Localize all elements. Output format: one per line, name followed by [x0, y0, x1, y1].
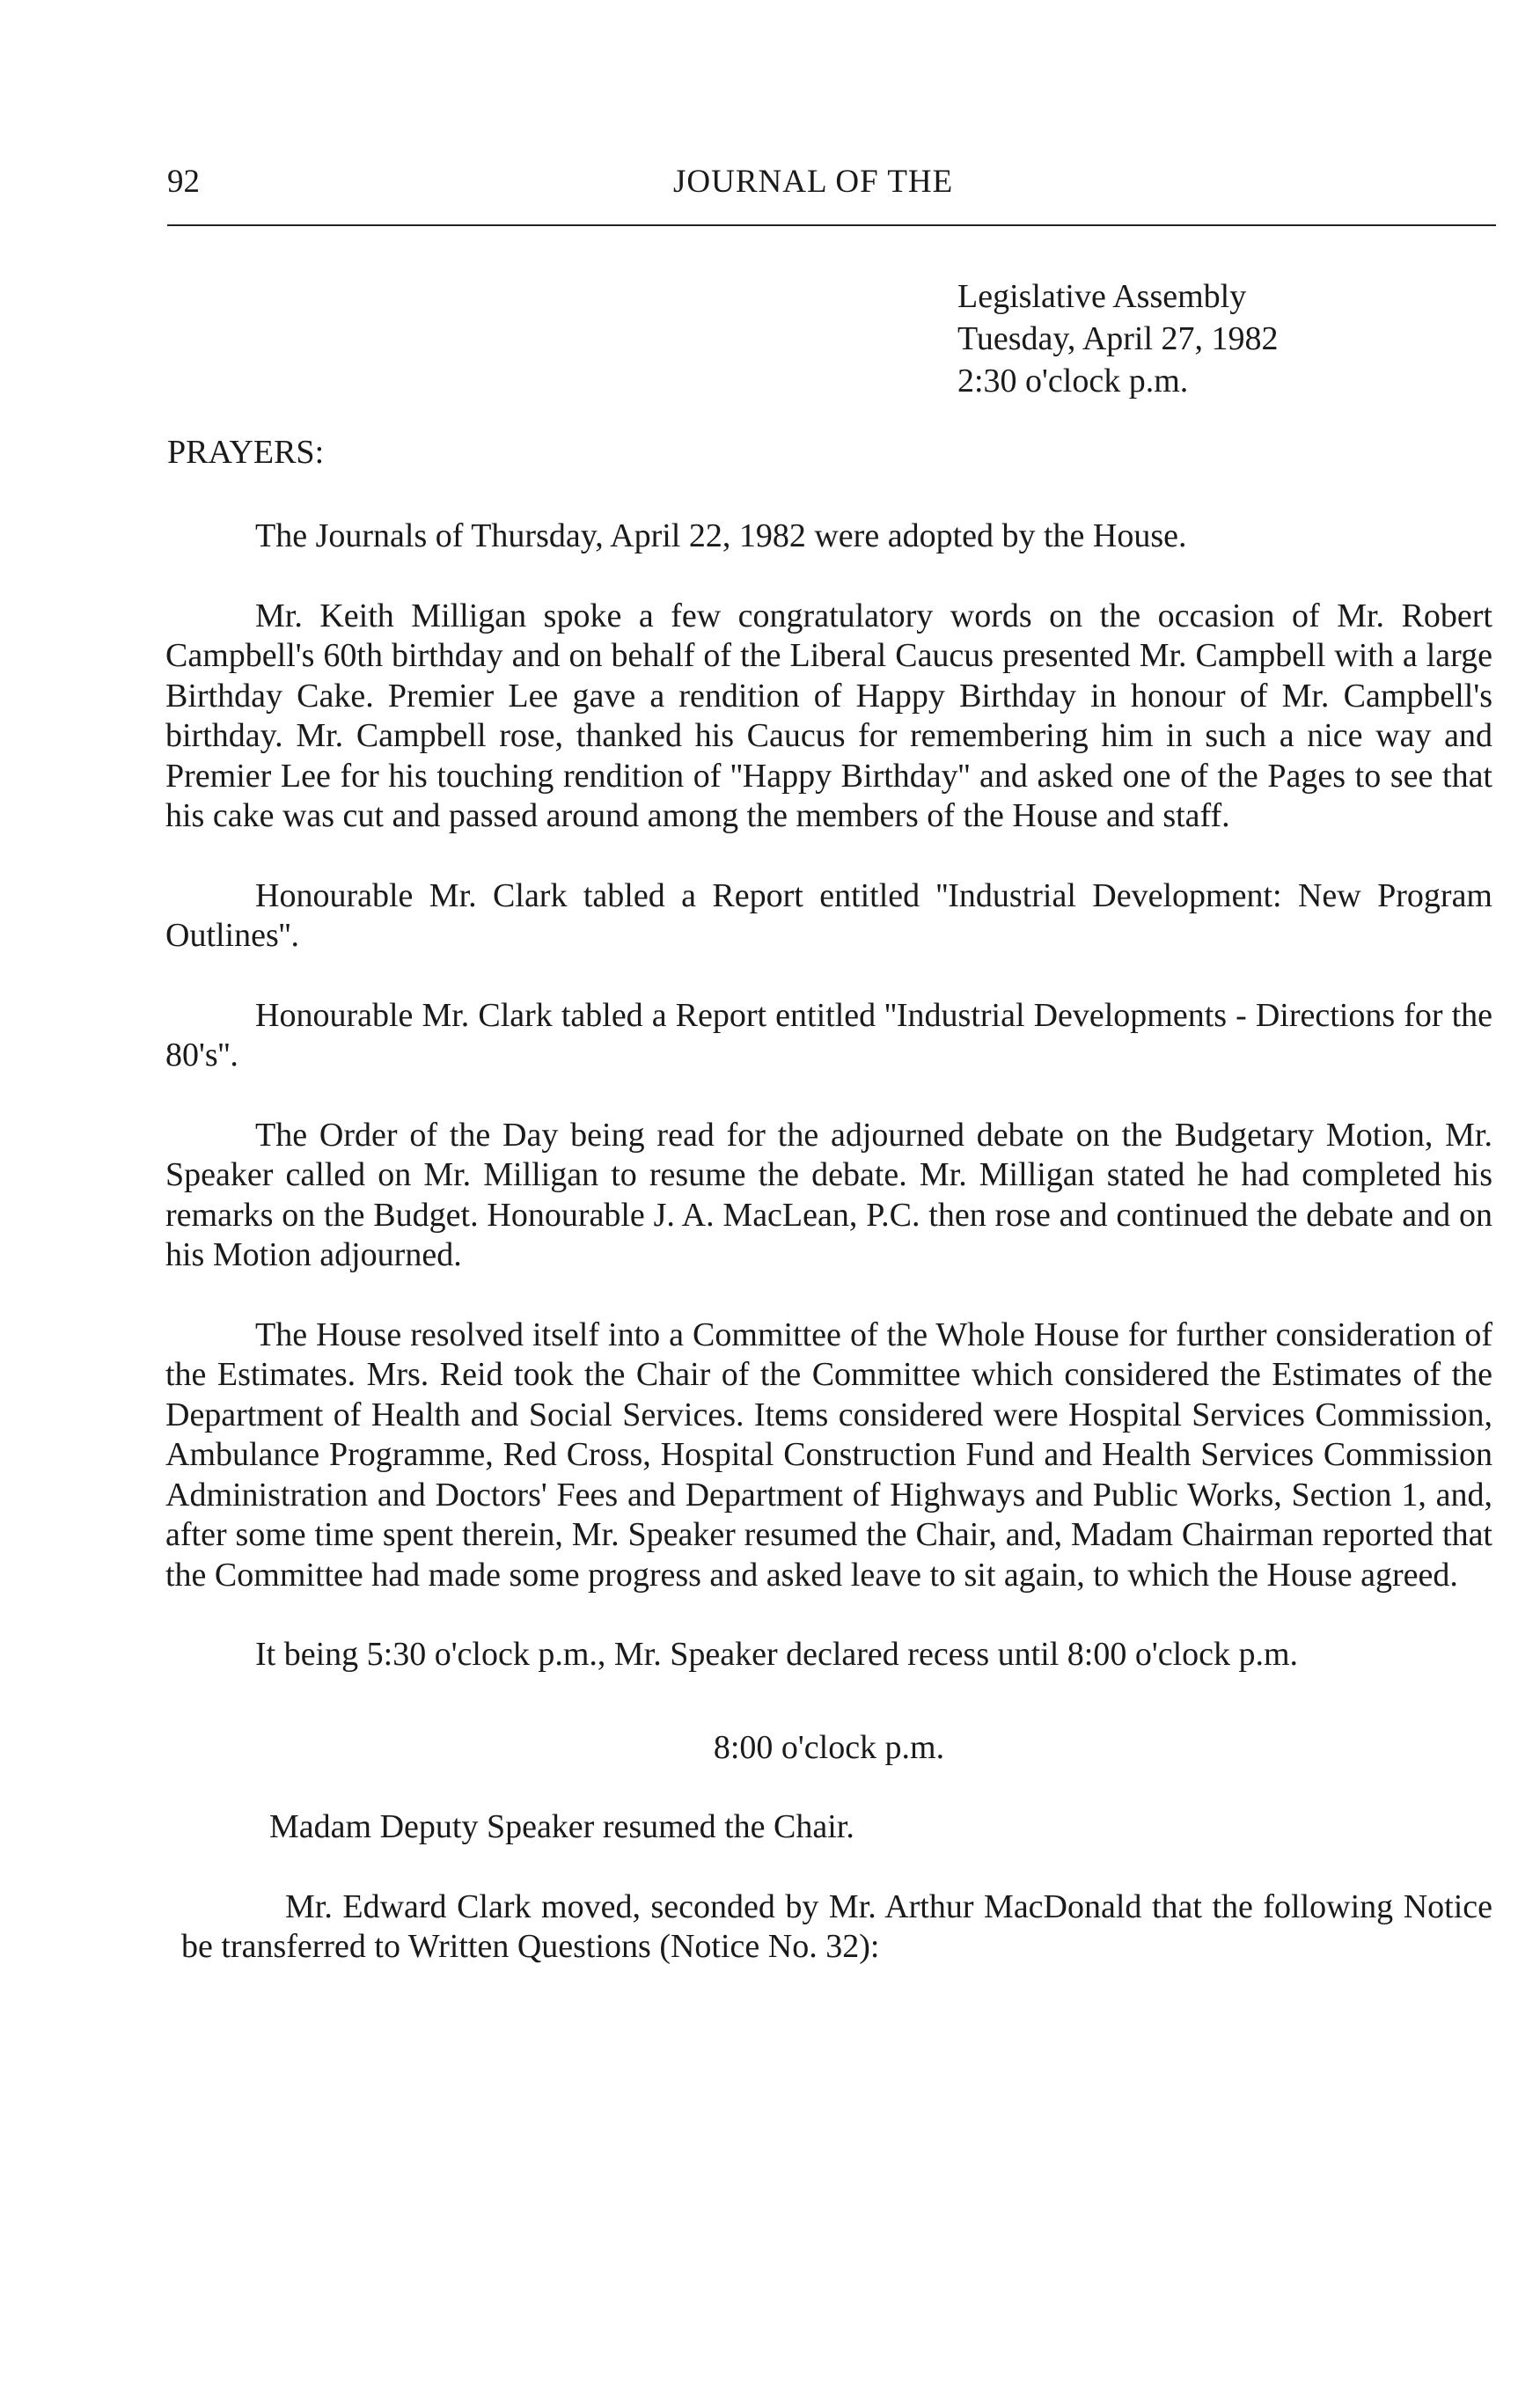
journal-body — [165, 517, 1492, 2007]
session-date: Tuesday, April 27, 1982 — [957, 320, 1279, 357]
paragraph-budget-debate: The Order of the Day being read for the adjourned debate on the Budgetary Motion, Mr. Speaker called on Mr. Milligan to resume the debate. Mr. Milligan stated he had completed his remarks on the Budget. Honourable J. A. MacLean, P.C. then rose and continued the debate and on his Motion adjourned. — [165, 1116, 1492, 1273]
session-body: Legislative Assembly — [957, 278, 1247, 315]
prayers-label: PRAYERS: — [167, 434, 325, 471]
paragraph-committee-estimates: The House resolved itself into a Committee of the Whole House for further consideration of the Estimates. Mrs. Reid took the Chair of the Committee which considered the Estimates of the Department of Health and Social Services. Items considered were Hospital Services Commission, Ambulance Programme, Red Cross, Hospital Construction Fund and Health Services Commission Administration and Doctors' Fees and Department of Highways and Public Works, Section 1, and, after some time spent therein, Mr. Speaker resumed the Chair, and, Madam Chairman reported that the Committee had made some progress and asked leave to sit again, to which the House agreed. — [165, 1316, 1492, 1594]
running-title: JOURNAL OF THE — [673, 164, 954, 200]
paragraph-report-new-program: Honourable Mr. Clark tabled a Report entitled ''Industrial Development: New Program Outlines''. — [165, 876, 1492, 954]
paragraph-journals-adopted: The Journals of Thursday, April 22, 1982 were adopted by the House. — [255, 517, 1187, 554]
paragraph-report-directions: Honourable Mr. Clark tabled a Report entitled ''Industrial Developments - Directions for the 80's''. — [165, 996, 1492, 1074]
session-time: 2:30 o'clock p.m. — [957, 363, 1189, 399]
paragraph-birthday: Mr. Keith Milligan spoke a few congratulatory words on the occasion of Mr. Robert Campbell's 60th birthday and on behalf of the Liberal Caucus presented Mr. Campbell with a large Birthday Cake. Premier Lee gave a rendition of Happy Birthday in honour of Mr. Campbell's birthday. Mr. Campbell rose, thanked his Caucus for remembering him in such a nice way and Premier Lee for his touching rendition of ''Happy Birthday'' and asked one of the Pages to see that his cake was cut and passed around among the members of the House and staff. — [165, 597, 1492, 834]
paragraph-deputy-speaker: Madam Deputy Speaker resumed the Chair. — [269, 1808, 854, 1845]
paragraph-recess: It being 5:30 o'clock p.m., Mr. Speaker declared recess until 8:00 o'clock p.m. — [255, 1636, 1299, 1673]
session-block — [957, 275, 1279, 402]
paragraph-motion-written-questions: Mr. Edward Clark moved, seconded by Mr. Arthur MacDonald that the following Notice be transferred to Written Questions (Notice No. 32): — [181, 1887, 1492, 1965]
page-number: 92 — [167, 164, 200, 200]
evening-time-heading: 8:00 o'clock p.m. — [713, 1728, 945, 1766]
header-rule — [167, 224, 1496, 226]
